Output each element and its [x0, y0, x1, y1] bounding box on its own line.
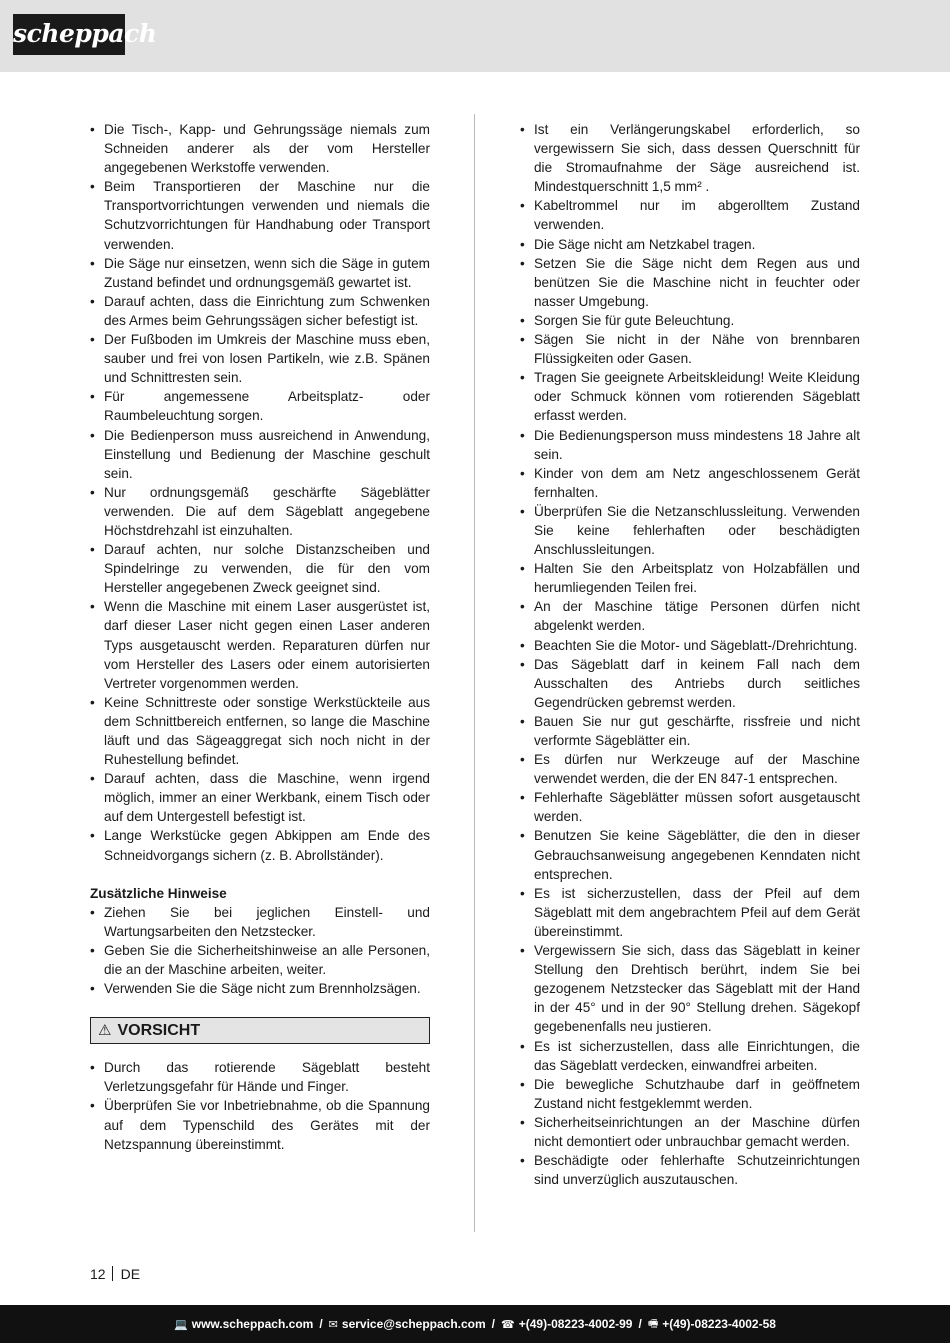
- footer-separator: /: [491, 1317, 496, 1331]
- list-item: • An der Maschine tätige Personen dürfen nicht abgelenkt werden.: [520, 597, 860, 635]
- list-item: • Der Fußboden im Umkreis der Maschine muss eben, sauber und frei von losen Partikeln, wie z.B. Spänen und Schnittresten sein.: [90, 330, 430, 387]
- list-item: • Kinder von dem am Netz angeschlossenem Gerät fernhalten.: [520, 464, 860, 502]
- column-divider: [474, 114, 475, 1232]
- computer-icon: 💻: [174, 1317, 188, 1331]
- page-number: [90, 1265, 140, 1283]
- list-item: • Kabeltrommel nur im abgerolltem Zustand verwenden.: [520, 196, 860, 234]
- list-item: • Geben Sie die Sicherheitshinweise an alle Personen, die an der Maschine arbeiten, weiter.: [90, 941, 430, 979]
- list-item: • Es ist sicherzustellen, dass der Pfeil auf dem Sägeblatt mit dem angebrachtem Pfeil auf dem Gerät übereinstimmt.: [520, 884, 860, 941]
- website-link[interactable]: www.scheppach.com: [191, 1317, 314, 1331]
- list-item: • Lange Werkstücke gegen Abkippen am Ende des Schneidvorgangs sichern (z. B. Abrollständer).: [90, 826, 430, 864]
- list-item: • Die Bedienungsperson muss mindestens 18 Jahre alt sein.: [520, 426, 860, 464]
- list-item: • Wenn die Maschine mit einem Laser ausgerüstet ist, darf dieser Laser nicht gegen einen Laser anderen Typs ausgetauscht werden. Reparaturen dürfen nur vom Hersteller des Lasers oder einem autorisierten Vertreter vorgenommen werden.: [90, 597, 430, 692]
- list-item: • Fehlerhafte Sägeblätter müssen sofort ausgetauscht werden.: [520, 788, 860, 826]
- footer-separator: /: [319, 1317, 323, 1331]
- list-item: • Sorgen Sie für gute Beleuchtung.: [520, 311, 860, 330]
- list-item: • Die Bedienperson muss ausreichend in Anwendung, Einstellung und Bedienung der Maschine geschult sein.: [90, 426, 430, 483]
- list-item: • Die bewegliche Schutzhaube darf in geöffnetem Zustand nicht festgeklemmt werden.: [520, 1075, 860, 1113]
- list-item: • Es dürfen nur Werkzeuge auf der Maschine verwendet werden, die der EN 847-1 entsprechen.: [520, 750, 860, 788]
- list-item: • Für angemessene Arbeitsplatz- oder Raumbeleuchtung sorgen.: [90, 387, 430, 425]
- list-item: • Verwenden Sie die Säge nicht zum Brennholzsägen.: [90, 979, 430, 998]
- list-item: • Die Tisch-, Kapp- und Gehrungssäge niemals zum Schneiden anderer als der vom Hersteller angegebenen Werkstoffe verwenden.: [90, 120, 430, 177]
- list-item: • Benutzen Sie keine Sägeblätter, die den in dieser Gebrauchsanweisung angegebenen Kenndaten nicht entsprechen.: [520, 826, 860, 883]
- left-column: [90, 120, 430, 1154]
- list-item: • Darauf achten, dass die Maschine, wenn irgend möglich, immer an einer Werkbank, einem Tisch oder auf dem Untergestell befestigt ist.: [90, 769, 430, 826]
- warning-triangle-icon: ⚠: [98, 1021, 112, 1040]
- subheading-additional-notes: Zusätzliche Hinweise: [90, 885, 227, 901]
- list-item: • Darauf achten, nur solche Distanzscheiben und Spindelringe zu verwenden, die für den vom Hersteller angegebenen Zweck geeignet sind.: [90, 540, 430, 597]
- list-item: • Tragen Sie geeignete Arbeitskleidung! Weite Kleidung oder Schmuck können vom rotierenden Sägeblatt erfasst werden.: [520, 368, 860, 425]
- phone-icon: ☎: [501, 1317, 515, 1331]
- caution-title: VORSICHT: [117, 1022, 201, 1040]
- list-item: • Ziehen Sie bei jeglichen Einstell- und Wartungsarbeiten den Netzstecker.: [90, 903, 430, 941]
- fax-icon: 🖷: [647, 1316, 659, 1330]
- caution-box: [90, 1017, 430, 1044]
- list-item: • Die Säge nur einsetzen, wenn sich die Säge in gutem Zustand befindet und ordnungsgemäß gewartet ist.: [90, 254, 430, 292]
- list-item: • Beim Transportieren der Maschine nur die Transportvorrichtungen verwenden und niemals die Schutzvorrichtungen für Handhabung oder Transport verwenden.: [90, 177, 430, 253]
- email-link[interactable]: service@scheppach.com: [341, 1317, 486, 1331]
- fax-number: +(49)-08223-4002-58: [662, 1317, 776, 1331]
- list-item: • Überprüfen Sie die Netzanschlussleitung. Verwenden Sie keine fehlerhaften oder beschädigten Anschlussleitungen.: [520, 502, 860, 559]
- list-item: • Setzen Sie die Säge nicht dem Regen aus und benützen Sie die Maschine nicht in feuchter oder nasser Umgebung.: [520, 254, 860, 311]
- safety-list-general: [90, 120, 430, 865]
- phone-number: +(49)-08223-4002-99: [518, 1317, 633, 1331]
- email-icon: ✉: [328, 1317, 338, 1331]
- list-item: • Sicherheitseinrichtungen an der Maschine dürfen nicht demontiert oder unbrauchbar gemacht werden.: [520, 1113, 860, 1151]
- list-item: • Sägen Sie nicht in der Nähe von brennbaren Flüssigkeiten oder Gasen.: [520, 330, 860, 368]
- list-item: • Durch das rotierende Sägeblatt besteht Verletzungsgefahr für Hände und Finger.: [90, 1058, 430, 1096]
- contact-footer: [0, 1305, 950, 1343]
- safety-list-additional: [90, 903, 430, 998]
- right-column: [520, 120, 860, 1189]
- list-item: • Keine Schnittreste oder sonstige Werkstückteile aus dem Schnittbereich entfernen, so lange die Maschine läuft und das Sägeaggregat sich noch nicht in der Ruhestellung befindet.: [90, 693, 430, 769]
- page-number-separator: [112, 1266, 113, 1281]
- list-item: • Beachten Sie die Motor- und Sägeblatt-/Drehrichtung.: [520, 636, 860, 655]
- list-item: • Die Säge nicht am Netzkabel tragen.: [520, 235, 860, 254]
- list-item: • Halten Sie den Arbeitsplatz von Holzabfällen und herumliegenden Teilen frei.: [520, 559, 860, 597]
- list-item: • Beschädigte oder fehlerhafte Schutzeinrichtungen sind unverzüglich auszutauschen.: [520, 1151, 860, 1189]
- page-header: [0, 0, 950, 72]
- list-item: • Vergewissern Sie sich, dass das Sägeblatt in keiner Stellung den Drehtisch berührt, indem Sie bei gezogenem Netzstecker das Sägeblatt mit der Hand in der 45° und in der 90° Stellung drehen. Sägekopf gegebenenfalls neu justieren.: [520, 941, 860, 1036]
- page-number-value: 12: [90, 1266, 106, 1282]
- list-item: • Ist ein Verlängerungskabel erforderlich, so vergewissern Sie sich, dass dessen Querschnitt für die Stromaufnahme der Säge ausreichend ist. Mindestquerschnitt 1,5 mm² .: [520, 120, 860, 196]
- list-item: • Überprüfen Sie vor Inbetriebnahme, ob die Spannung auf dem Typenschild des Gerätes mit der Netzspannung übereinstimmt.: [90, 1096, 430, 1153]
- language-code: DE: [120, 1266, 141, 1282]
- list-item: • Das Sägeblatt darf in keinem Fall nach dem Ausschalten des Antriebs durch seitliches Gegendrücken gebremst werden.: [520, 655, 860, 712]
- safety-list-right: [520, 120, 860, 1189]
- list-item: • Nur ordnungsgemäß geschärfte Sägeblätter verwenden. Die auf dem Sägeblatt angegebene Höchstdrehzahl ist einzuhalten.: [90, 483, 430, 540]
- list-item: • Es ist sicherzustellen, dass alle Einrichtungen, die das Sägeblatt verdecken, einwandfrei arbeiten.: [520, 1037, 860, 1075]
- footer-separator: /: [638, 1317, 642, 1331]
- list-item: • Darauf achten, dass die Einrichtung zum Schwenken des Armes beim Gehrungssägen sicher befestigt ist.: [90, 292, 430, 330]
- list-item: • Bauen Sie nur gut geschärfte, rissfreie und nicht verformte Sägeblätter ein.: [520, 712, 860, 750]
- safety-list-caution: [90, 1058, 430, 1153]
- scheppach-logo: scheppach: [13, 14, 125, 55]
